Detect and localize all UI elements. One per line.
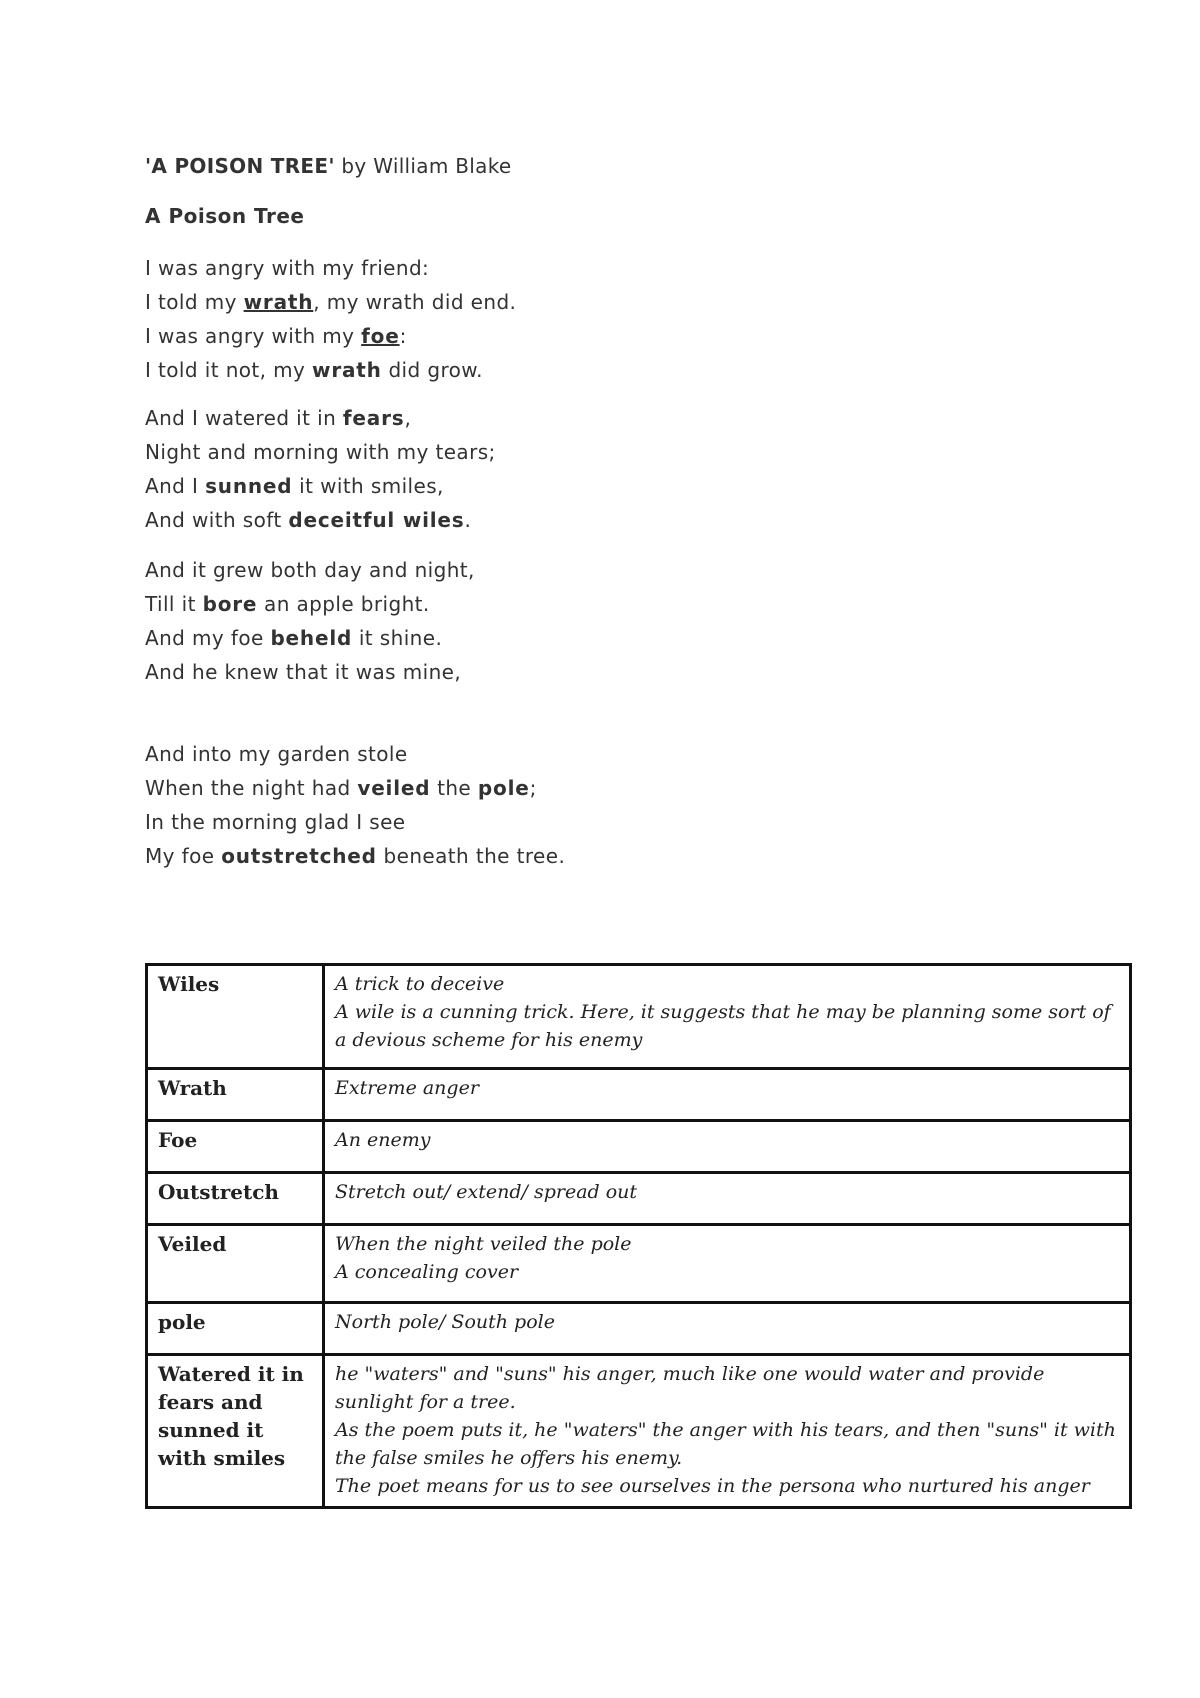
document-title <box>145 154 511 178</box>
poem-text: When the night had <box>145 776 358 800</box>
poem-text: In the morning glad I see <box>145 810 406 834</box>
poem-keyword: outstretched <box>221 844 377 868</box>
glossary-definition <box>324 1225 1131 1303</box>
poem-keyword: sunned <box>205 474 293 498</box>
poem-text: And my foe <box>145 626 271 650</box>
poem-keyword: fears <box>342 406 405 430</box>
poem-text: , my wrath did end. <box>313 290 517 314</box>
poem-line <box>145 503 1045 537</box>
poem-text: And I <box>145 474 206 498</box>
poem-text: beneath the tree. <box>376 844 566 868</box>
poem-keyword: foe <box>361 324 400 348</box>
poem-text: And into my garden stole <box>145 742 408 766</box>
glossary-definition-line: he "waters" and "suns" his anger, much like one would water and provide sunlight for a tree. <box>335 1363 1045 1413</box>
poem-stanza <box>145 251 1045 387</box>
poem-line <box>145 469 1045 503</box>
glossary-definition-line: The poet means for us to see ourselves in the persona who nurtured his anger <box>335 1475 1090 1497</box>
glossary-row <box>147 1121 1131 1173</box>
glossary-definition <box>324 1355 1131 1508</box>
poem-text: did grow. <box>381 358 483 382</box>
poem-line <box>145 435 1045 469</box>
glossary-definition-line: North pole/ South pole <box>335 1311 555 1333</box>
poem-stanza <box>145 553 1045 689</box>
poem-line <box>145 401 1045 435</box>
poem-stanza <box>145 401 1045 537</box>
glossary-definition-line: Extreme anger <box>335 1077 479 1099</box>
poem-text: it with smiles, <box>292 474 444 498</box>
poem-line <box>145 737 1045 771</box>
glossary-definition-line: As the poem puts it, he "waters" the anger with his tears, and then "suns" it with the false smiles he offers his enemy. <box>335 1419 1116 1469</box>
glossary-definition-line: An enemy <box>335 1129 431 1151</box>
poem-keyword: beheld <box>270 626 353 650</box>
poem-keyword: veiled <box>357 776 431 800</box>
poem-line <box>145 319 1045 353</box>
glossary-definition <box>324 1173 1131 1225</box>
glossary-table <box>145 963 1132 1509</box>
poem-text: an apple bright. <box>257 592 430 616</box>
poem-text: I was angry with my <box>145 324 362 348</box>
glossary-definition-line: A trick to deceive <box>335 973 505 995</box>
poem-line <box>145 285 1045 319</box>
glossary-term: Wrath <box>147 1069 324 1121</box>
poem-line <box>145 621 1045 655</box>
poem-text: the <box>430 776 478 800</box>
poem-text: , <box>404 406 412 430</box>
poem-text: Night and morning with my tears; <box>145 440 496 464</box>
document-title-author: by William Blake <box>334 154 512 178</box>
glossary-definition <box>324 1303 1131 1355</box>
poem-keyword: bore <box>202 592 258 616</box>
poem-line <box>145 655 1045 689</box>
poem-text: I told my <box>145 290 244 314</box>
glossary-definition <box>324 965 1131 1069</box>
poem-line <box>145 805 1045 839</box>
glossary-term: Foe <box>147 1121 324 1173</box>
glossary-definition <box>324 1069 1131 1121</box>
glossary-row <box>147 965 1131 1069</box>
poem-line <box>145 553 1045 587</box>
poem-line <box>145 771 1045 805</box>
poem-text: And he knew that it was mine, <box>145 660 462 684</box>
poem-text: ; <box>529 776 537 800</box>
poem-keyword: pole <box>477 776 530 800</box>
glossary-definition-line: A concealing cover <box>335 1261 519 1283</box>
glossary-term: Outstretch <box>147 1173 324 1225</box>
poem-text: I was angry with my friend: <box>145 256 430 280</box>
poem-text: My foe <box>145 844 222 868</box>
poem-text: And it grew both day and night, <box>145 558 475 582</box>
poem-line <box>145 353 1045 387</box>
glossary-term: Wiles <box>147 965 324 1069</box>
glossary-definition-line: Stretch out/ extend/ spread out <box>335 1181 638 1203</box>
glossary-body <box>147 965 1131 1508</box>
poem-text: And I watered it in <box>145 406 343 430</box>
document-title-quoted: 'A POISON TREE' <box>145 154 335 178</box>
poem-keyword: deceitful wiles <box>288 508 465 532</box>
glossary-term: Veiled <box>147 1225 324 1303</box>
poem-heading: A Poison Tree <box>145 204 305 228</box>
poem-line <box>145 839 1045 873</box>
poem-stanza <box>145 737 1045 873</box>
glossary-term: pole <box>147 1303 324 1355</box>
poem-keyword: wrath <box>312 358 382 382</box>
poem-text: I told it not, my <box>145 358 313 382</box>
glossary-row <box>147 1173 1131 1225</box>
poem-text: And with soft <box>145 508 289 532</box>
glossary-row <box>147 1355 1131 1508</box>
poem-text: . <box>464 508 472 532</box>
glossary-definition-line: When the night veiled the pole <box>335 1233 632 1255</box>
poem-line <box>145 251 1045 285</box>
poem-text: : <box>399 324 407 348</box>
poem-text: it shine. <box>352 626 443 650</box>
glossary-term: Watered it in fears and sunned it with smiles <box>147 1355 324 1508</box>
glossary-definition-line: A wile is a cunning trick. Here, it suggests that he may be planning some sort of a devious scheme for his enemy <box>335 1001 1111 1051</box>
poem-text: Till it <box>145 592 203 616</box>
poem-keyword: wrath <box>243 290 314 314</box>
glossary-row <box>147 1069 1131 1121</box>
glossary-row <box>147 1225 1131 1303</box>
poem-line <box>145 587 1045 621</box>
glossary-definition <box>324 1121 1131 1173</box>
glossary-row <box>147 1303 1131 1355</box>
